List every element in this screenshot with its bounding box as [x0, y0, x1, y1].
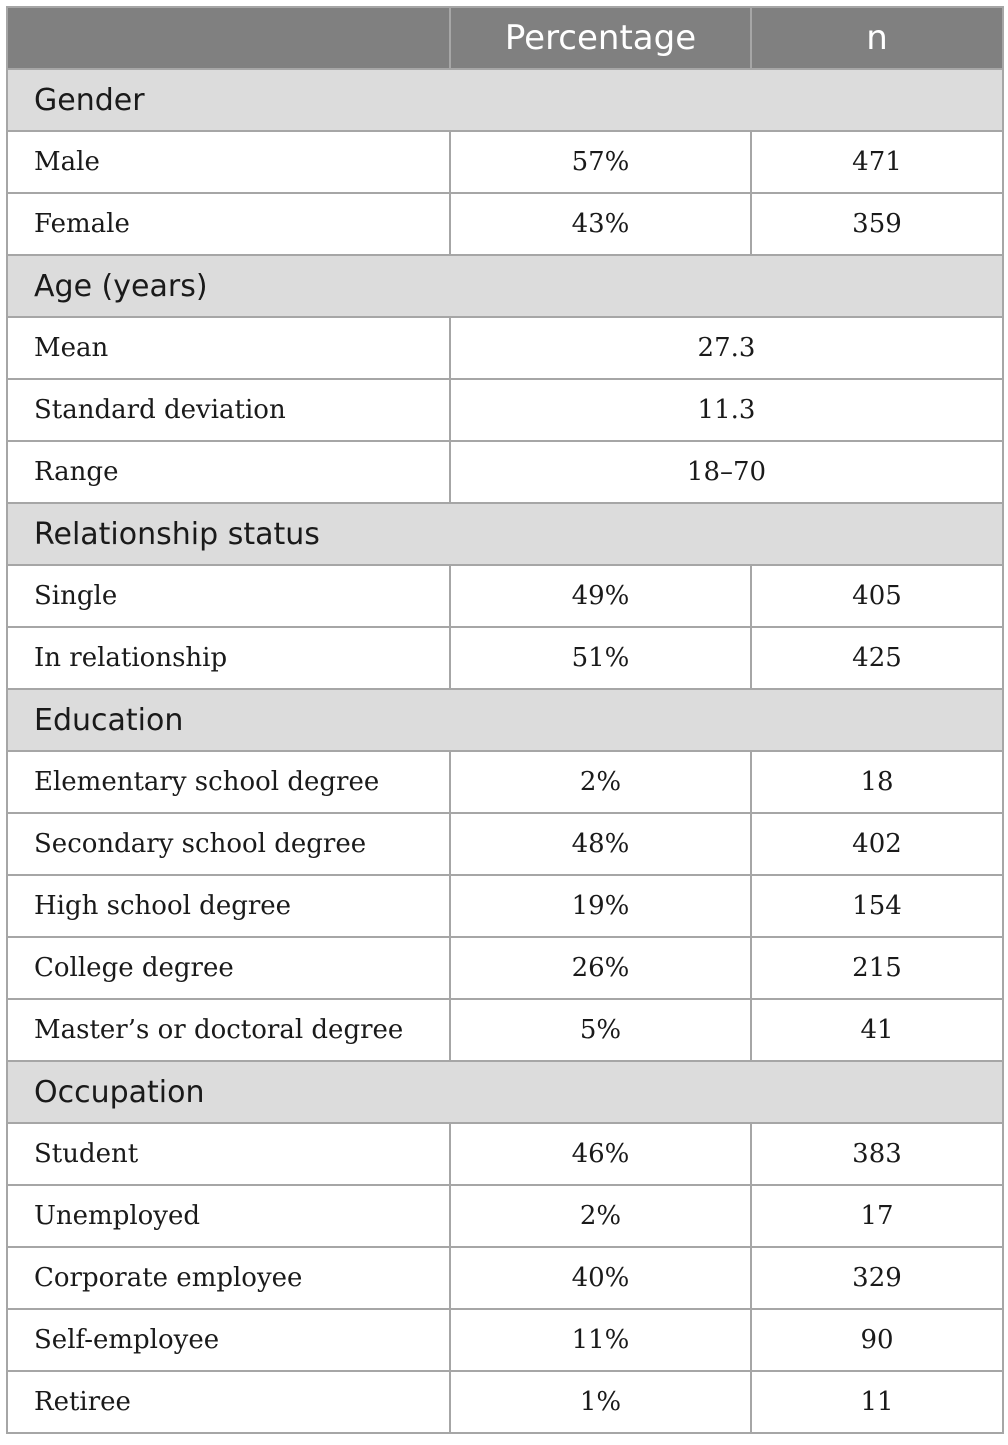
row-percentage: 40% — [450, 1247, 751, 1309]
row-percentage: 19% — [450, 875, 751, 937]
row-label: Female — [7, 193, 450, 255]
table-row — [7, 1123, 1003, 1185]
table-row — [7, 1185, 1003, 1247]
section-gender — [7, 69, 1003, 131]
table-row — [7, 1371, 1003, 1433]
section-title: Gender — [7, 69, 1003, 131]
section-title: Relationship status — [7, 503, 1003, 565]
row-n: 471 — [751, 131, 1003, 193]
table-row — [7, 875, 1003, 937]
row-label: Single — [7, 565, 450, 627]
row-n: 329 — [751, 1247, 1003, 1309]
row-label: Range — [7, 441, 450, 503]
table-row — [7, 813, 1003, 875]
row-value: 11.3 — [450, 379, 1003, 441]
row-percentage: 26% — [450, 937, 751, 999]
row-n: 154 — [751, 875, 1003, 937]
table-row — [7, 131, 1003, 193]
row-label: Unemployed — [7, 1185, 450, 1247]
row-n: 90 — [751, 1309, 1003, 1371]
row-percentage: 43% — [450, 193, 751, 255]
table-row — [7, 193, 1003, 255]
demographics-table — [6, 6, 1004, 1434]
table-row — [7, 317, 1003, 379]
table-row — [7, 627, 1003, 689]
section-occupation — [7, 1061, 1003, 1123]
header-percentage: Percentage — [450, 7, 751, 69]
table-row — [7, 379, 1003, 441]
demographics-table-container — [6, 6, 1004, 1434]
table-row — [7, 1309, 1003, 1371]
header-n: n — [751, 7, 1003, 69]
row-n: 41 — [751, 999, 1003, 1061]
table-row — [7, 565, 1003, 627]
row-label: In relationship — [7, 627, 450, 689]
row-n: 17 — [751, 1185, 1003, 1247]
row-percentage: 46% — [450, 1123, 751, 1185]
row-label: High school degree — [7, 875, 450, 937]
section-education — [7, 689, 1003, 751]
row-percentage: 5% — [450, 999, 751, 1061]
section-title: Occupation — [7, 1061, 1003, 1123]
row-label: Standard deviation — [7, 379, 450, 441]
table-row — [7, 1247, 1003, 1309]
section-title: Age (years) — [7, 255, 1003, 317]
row-n: 359 — [751, 193, 1003, 255]
table-row — [7, 751, 1003, 813]
row-n: 405 — [751, 565, 1003, 627]
row-label: Mean — [7, 317, 450, 379]
row-label: Retiree — [7, 1371, 450, 1433]
row-label: College degree — [7, 937, 450, 999]
row-n: 383 — [751, 1123, 1003, 1185]
row-value: 27.3 — [450, 317, 1003, 379]
row-percentage: 11% — [450, 1309, 751, 1371]
row-percentage: 51% — [450, 627, 751, 689]
row-value: 18–70 — [450, 441, 1003, 503]
row-percentage: 48% — [450, 813, 751, 875]
row-n: 402 — [751, 813, 1003, 875]
row-label: Secondary school degree — [7, 813, 450, 875]
row-percentage: 2% — [450, 751, 751, 813]
row-label: Elementary school degree — [7, 751, 450, 813]
section-relationship-status — [7, 503, 1003, 565]
row-n: 11 — [751, 1371, 1003, 1433]
header-blank — [7, 7, 450, 69]
row-n: 425 — [751, 627, 1003, 689]
row-label: Student — [7, 1123, 450, 1185]
table-row — [7, 441, 1003, 503]
table-row — [7, 999, 1003, 1061]
row-percentage: 2% — [450, 1185, 751, 1247]
section-age — [7, 255, 1003, 317]
row-percentage: 49% — [450, 565, 751, 627]
row-label: Corporate employee — [7, 1247, 450, 1309]
row-percentage: 57% — [450, 131, 751, 193]
section-title: Education — [7, 689, 1003, 751]
row-n: 215 — [751, 937, 1003, 999]
row-label: Master’s or doctoral degree — [7, 999, 450, 1061]
table-row — [7, 937, 1003, 999]
row-label: Male — [7, 131, 450, 193]
row-percentage: 1% — [450, 1371, 751, 1433]
table-header-row — [7, 7, 1003, 69]
row-n: 18 — [751, 751, 1003, 813]
row-label: Self-employee — [7, 1309, 450, 1371]
